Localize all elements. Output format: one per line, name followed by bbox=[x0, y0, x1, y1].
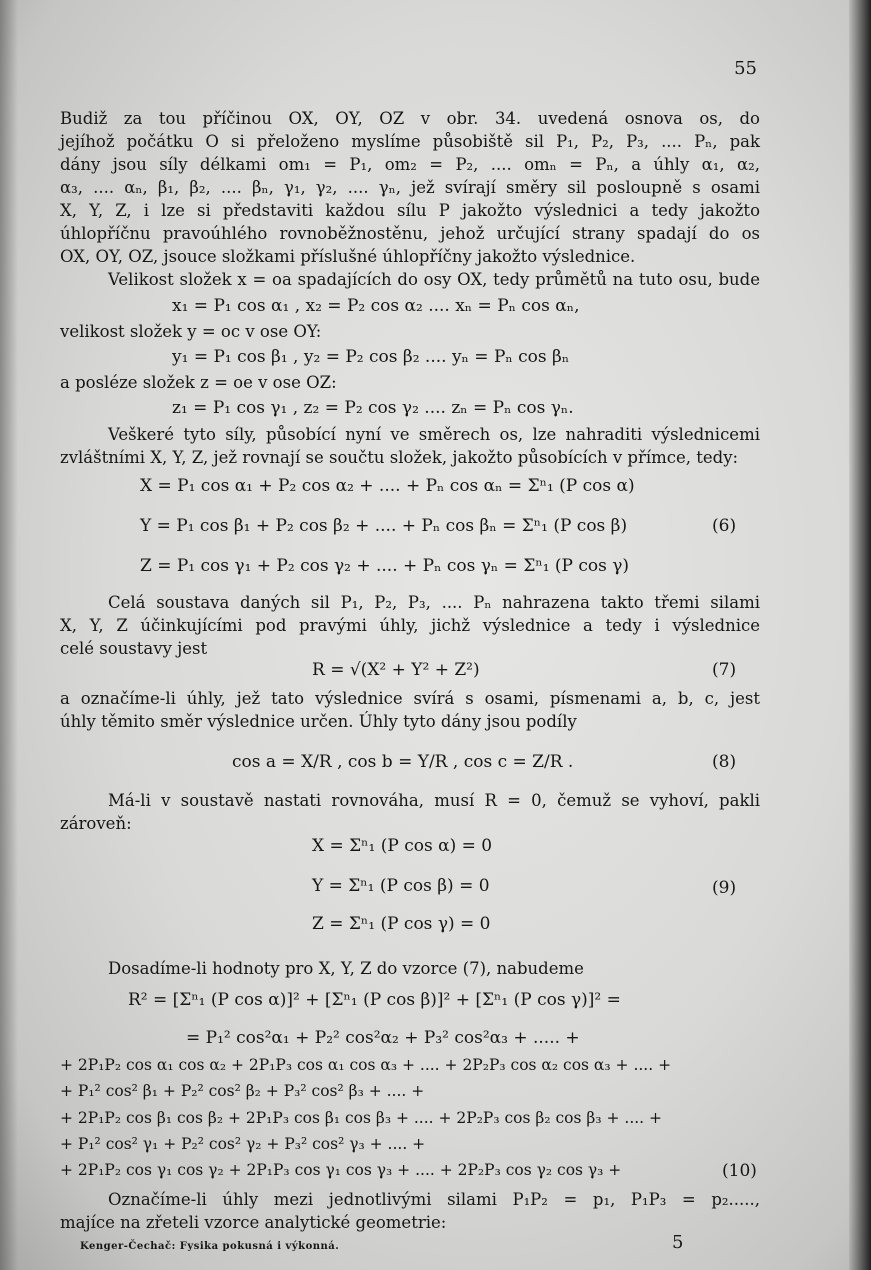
text-line: OX, OY, OZ, jsouce složkami příslušné úhlopříčny jakožto výslednice. bbox=[60, 247, 636, 266]
text-line: Velikost složek x = oa spadajících do osy OX, tedy průmětů na tuto osu, bude bbox=[108, 270, 760, 289]
text-line: Dosadíme-li hodnoty pro X, Y, Z do vzorce (7), nabudeme bbox=[108, 959, 584, 978]
text-line: úhlopříčnu pravoúhlého rovnoběžnostěnu, jehož určující strany spadají do os bbox=[60, 224, 760, 243]
equation-expansion-1: = P₁² cos²α₁ + P₂² cos²α₂ + P₃² cos²α₃ + ..... + bbox=[186, 1028, 580, 1048]
equation-number-9: (9) bbox=[712, 878, 737, 898]
text-line: zároveň: bbox=[60, 814, 132, 833]
text-line: Má-li v soustavě nastati rovnováha, musí R = 0, čemuž se vyhoví, pakli bbox=[108, 791, 760, 810]
text-line: Veškeré tyto síly, působící nyní ve směrech os, lze nahraditi výslednicemi bbox=[108, 425, 760, 444]
equation-expansion-2: + 2P₁P₂ cos α₁ cos α₂ + 2P₁P₃ cos α₁ cos α₃ + .... + 2P₂P₃ cos α₂ cos α₃ + .... + bbox=[60, 1056, 672, 1074]
equation-x-components: x₁ = P₁ cos α₁ , x₂ = P₂ cos α₂ .... xₙ = Pₙ cos αₙ, bbox=[172, 296, 580, 316]
equation-number-6: (6) bbox=[712, 516, 737, 536]
equation-number-7: (7) bbox=[712, 660, 737, 680]
equation-direction-cosines: cos a = X/R , cos b = Y/R , cos c = Z/R . bbox=[232, 752, 574, 772]
equation-expansion-4: + 2P₁P₂ cos β₁ cos β₂ + 2P₁P₃ cos β₁ cos β₃ + .... + 2P₂P₃ cos β₂ cos β₃ + .... + bbox=[60, 1109, 663, 1127]
equation-expansion-3: + P₁² cos² β₁ + P₂² cos² β₂ + P₃² cos² β₃ + .... + bbox=[60, 1082, 425, 1100]
text-line: X, Y, Z, i lze si představiti každou sílu P jakožto výslednici a tedy jakožto bbox=[60, 201, 760, 220]
text-line: Označíme-li úhly mezi jednotlivými silami P₁P₂ = p₁, P₁P₃ = p₂....., bbox=[108, 1190, 760, 1209]
text-line: celé soustavy jest bbox=[60, 639, 208, 658]
equation-number-8: (8) bbox=[712, 752, 737, 772]
equation-z-components: z₁ = P₁ cos γ₁ , z₂ = P₂ cos γ₂ .... zₙ = Pₙ cos γₙ. bbox=[172, 398, 574, 418]
equation-equilibrium-Z: Z = Σⁿ₁ (P cos γ) = 0 bbox=[312, 914, 491, 934]
text-line: X, Y, Z účinkujícími pod pravými úhly, jichž výslednice a tedy i výslednice bbox=[60, 616, 760, 635]
equation-X-sum: X = P₁ cos α₁ + P₂ cos α₂ + .... + Pₙ cos αₙ = Σⁿ₁ (P cos α) bbox=[140, 476, 635, 496]
equation-resultant: R = √(X² + Y² + Z²) bbox=[312, 660, 480, 680]
text-line: úhly těmito směr výslednice určen. Úhly tyto dány jsou podíly bbox=[60, 712, 577, 731]
page-number: 55 bbox=[734, 58, 757, 79]
equation-equilibrium-X: X = Σⁿ₁ (P cos α) = 0 bbox=[312, 836, 493, 856]
equation-R-squared: R² = [Σⁿ₁ (P cos α)]² + [Σⁿ₁ (P cos β)]² + [Σⁿ₁ (P cos γ)]² = bbox=[128, 990, 621, 1010]
equation-number-10: (10) bbox=[722, 1161, 757, 1181]
text-line: dány jsou síly délkami om₁ = P₁, om₂ = P₂, .... omₙ = Pₙ, a úhly α₁, α₂, bbox=[60, 155, 760, 174]
text-line: zvláštními X, Y, Z, jež rovnají se součtu složek, jakožto působících v přímce, tedy: bbox=[60, 448, 739, 467]
equation-Z-sum: Z = P₁ cos γ₁ + P₂ cos γ₂ + .... + Pₙ cos γₙ = Σⁿ₁ (P cos γ) bbox=[140, 556, 630, 576]
text-line: Celá soustava daných sil P₁, P₂, P₃, .... Pₙ nahrazena takto třemi silami bbox=[108, 593, 760, 612]
equation-expansion-5: + P₁² cos² γ₁ + P₂² cos² γ₂ + P₃² cos² γ₃ + .... + bbox=[60, 1135, 426, 1153]
equation-Y-sum: Y = P₁ cos β₁ + P₂ cos β₂ + .... + Pₙ cos βₙ = Σⁿ₁ (P cos β) bbox=[140, 516, 628, 536]
page-shadow-right bbox=[849, 0, 871, 1270]
text-line: a posléze složek z = oe v ose OZ: bbox=[60, 373, 337, 392]
equation-expansion-6: + 2P₁P₂ cos γ₁ cos γ₂ + 2P₁P₃ cos γ₁ cos γ₃ + .... + 2P₂P₃ cos γ₂ cos γ₃ + bbox=[60, 1161, 622, 1179]
text-line: jejíhož počátku O si přeloženo myslíme působiště sil P₁, P₂, P₃, .... Pₙ, pak bbox=[60, 132, 760, 151]
text-line: a označíme-li úhly, jež tato výslednice svírá s osami, písmenami a, b, c, jest bbox=[60, 689, 760, 708]
text-line: Budiž za tou příčinou OX, OY, OZ v obr. 34. uvedená osnova os, do bbox=[60, 109, 760, 128]
equation-equilibrium-Y: Y = Σⁿ₁ (P cos β) = 0 bbox=[312, 876, 490, 896]
text-line: α₃, .... αₙ, β₁, β₂, .... βₙ, γ₁, γ₂, .... γₙ, jež svírají směry sil posloupně s osami bbox=[60, 178, 760, 197]
footer-signature-mark: 5 bbox=[672, 1232, 684, 1253]
equation-y-components: y₁ = P₁ cos β₁ , y₂ = P₂ cos β₂ .... yₙ = Pₙ cos βₙ bbox=[172, 347, 570, 367]
page-shadow-left bbox=[0, 0, 18, 1270]
footer-book-title: Kenger-Čechač: Fysika pokusná i výkonná. bbox=[80, 1241, 340, 1252]
text-line: velikost složek y = oc v ose OY: bbox=[60, 322, 322, 341]
text-line: majíce na zřeteli vzorce analytické geometrie: bbox=[60, 1213, 447, 1232]
